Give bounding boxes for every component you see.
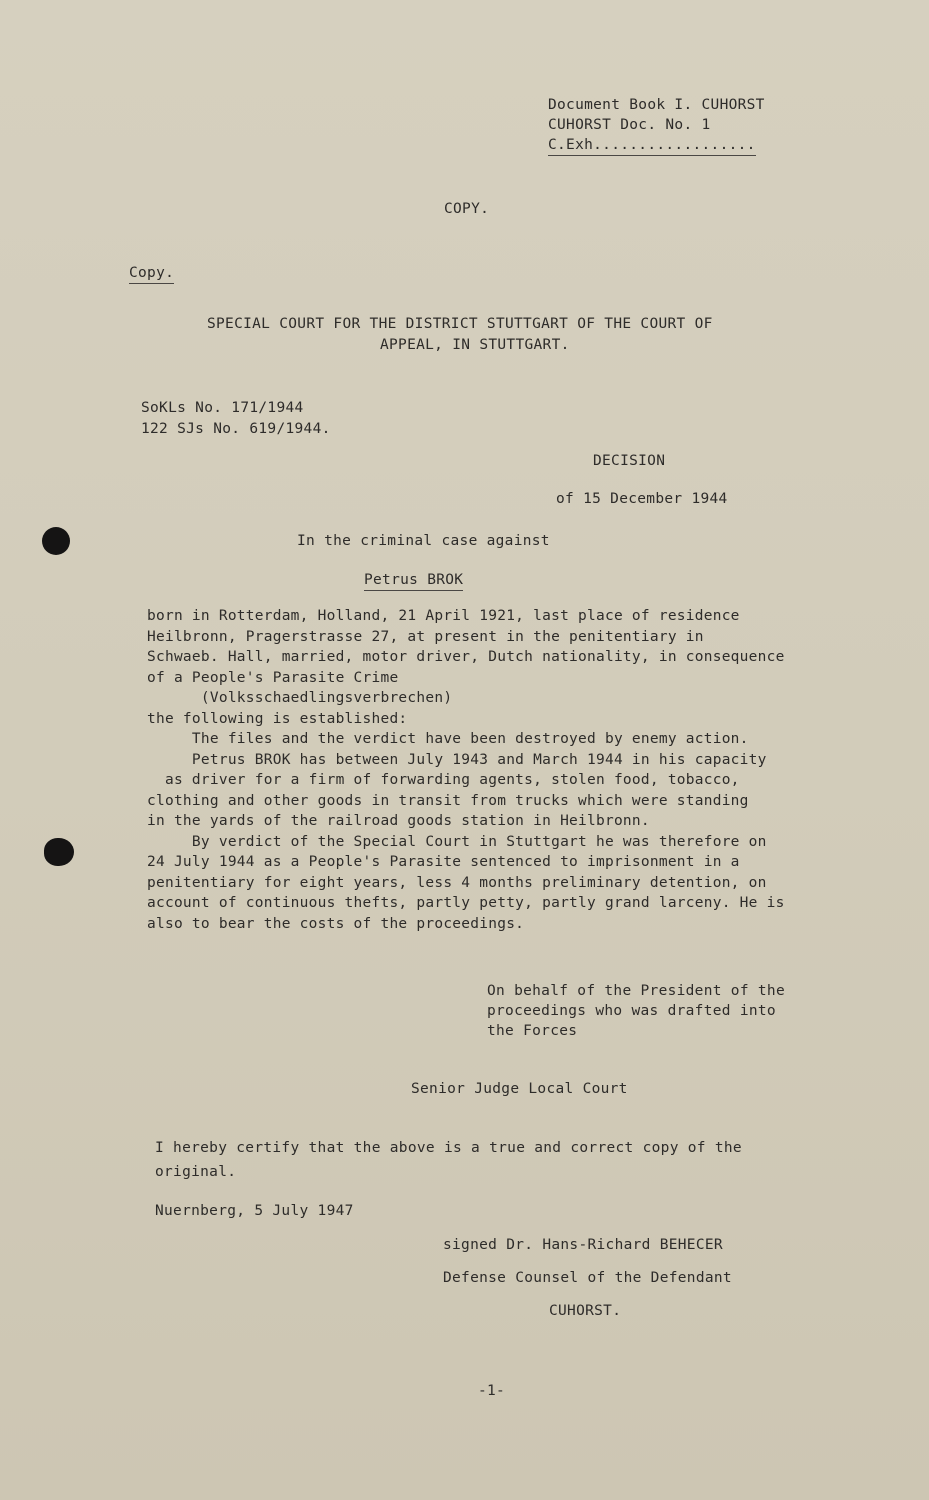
body-line: 24 July 1944 as a People's Parasite sentenced to imprisonment in a (147, 854, 740, 870)
body-line: also to bear the costs of the proceedings. (147, 915, 525, 932)
signature-line-2: Defense Counsel of the Defendant (443, 1270, 732, 1286)
body-line: as driver for a firm of forwarding agents, stolen food, tobacco, (147, 772, 740, 788)
court-line-2: APPEAL, IN STUTTGART. (380, 337, 570, 353)
place-date: Nuernberg, 5 July 1947 (155, 1203, 354, 1219)
body-line: (Volksschaedlingsverbrechen) (147, 690, 453, 706)
body-line: in the yards of the railroad goods station in Heilbronn. (147, 813, 650, 829)
court-line-1: SPECIAL COURT FOR THE DISTRICT STUTTGART OF THE COURT OF (207, 316, 713, 332)
body-line: clothing and other goods in transit from trucks which were standing (147, 792, 749, 809)
punch-hole-bottom (44, 838, 74, 866)
punch-hole-top (42, 527, 70, 555)
decision-heading: DECISION (593, 453, 666, 469)
decision-date: of 15 December 1944 (556, 491, 728, 507)
body-line: Petrus BROK has between July 1943 and March 1944 in his capacity (147, 751, 767, 768)
case-against: In the criminal case against (297, 533, 550, 549)
reference-line-2: 122 SJs No. 619/1944. (141, 421, 331, 437)
body-line: Schwaeb. Hall, married, motor driver, Dutch nationality, in consequence (147, 649, 785, 665)
page-number: -1- (478, 1383, 506, 1399)
behalf-line-2: proceedings who was drafted into (487, 1003, 776, 1019)
header-line-1: Document Book I. CUHORST (548, 97, 765, 113)
header-line-3: C.Exh.................. (548, 137, 756, 156)
signature-line-3: CUHORST. (549, 1303, 622, 1319)
reference-line-1: SoKLs No. 171/1944 (141, 400, 304, 416)
certify-line-2: original. (155, 1164, 237, 1180)
body-line: of a People's Parasite Crime (147, 669, 399, 686)
body-line: the following is established: (147, 710, 408, 727)
header-line-2: CUHORST Doc. No. 1 (548, 117, 711, 133)
judge-title: Senior Judge Local Court (411, 1081, 628, 1097)
body-line: By verdict of the Special Court in Stuttgart he was therefore on (147, 833, 767, 850)
body-text (147, 606, 847, 934)
certify-line-1: I hereby certify that the above is a true and correct copy of the (155, 1140, 742, 1156)
body-line: The files and the verdict have been destroyed by enemy action. (147, 731, 749, 747)
body-line: born in Rotterdam, Holland, 21 April 1921, last place of residence (147, 608, 740, 624)
body-line: account of continuous thefts, partly petty, partly grand larceny. He is (147, 895, 785, 911)
body-line: Heilbronn, Pragerstrasse 27, at present in the penitentiary in (147, 628, 704, 645)
defendant-name: Petrus BROK (364, 572, 463, 591)
copy-left: Copy. (129, 265, 174, 284)
behalf-line-3: the Forces (487, 1023, 578, 1039)
copy-center: COPY. (444, 201, 490, 217)
signature-line-1: signed Dr. Hans-Richard BEHECER (443, 1237, 723, 1253)
behalf-line-1: On behalf of the President of the (487, 983, 785, 999)
body-line: penitentiary for eight years, less 4 months preliminary detention, on (147, 874, 767, 891)
